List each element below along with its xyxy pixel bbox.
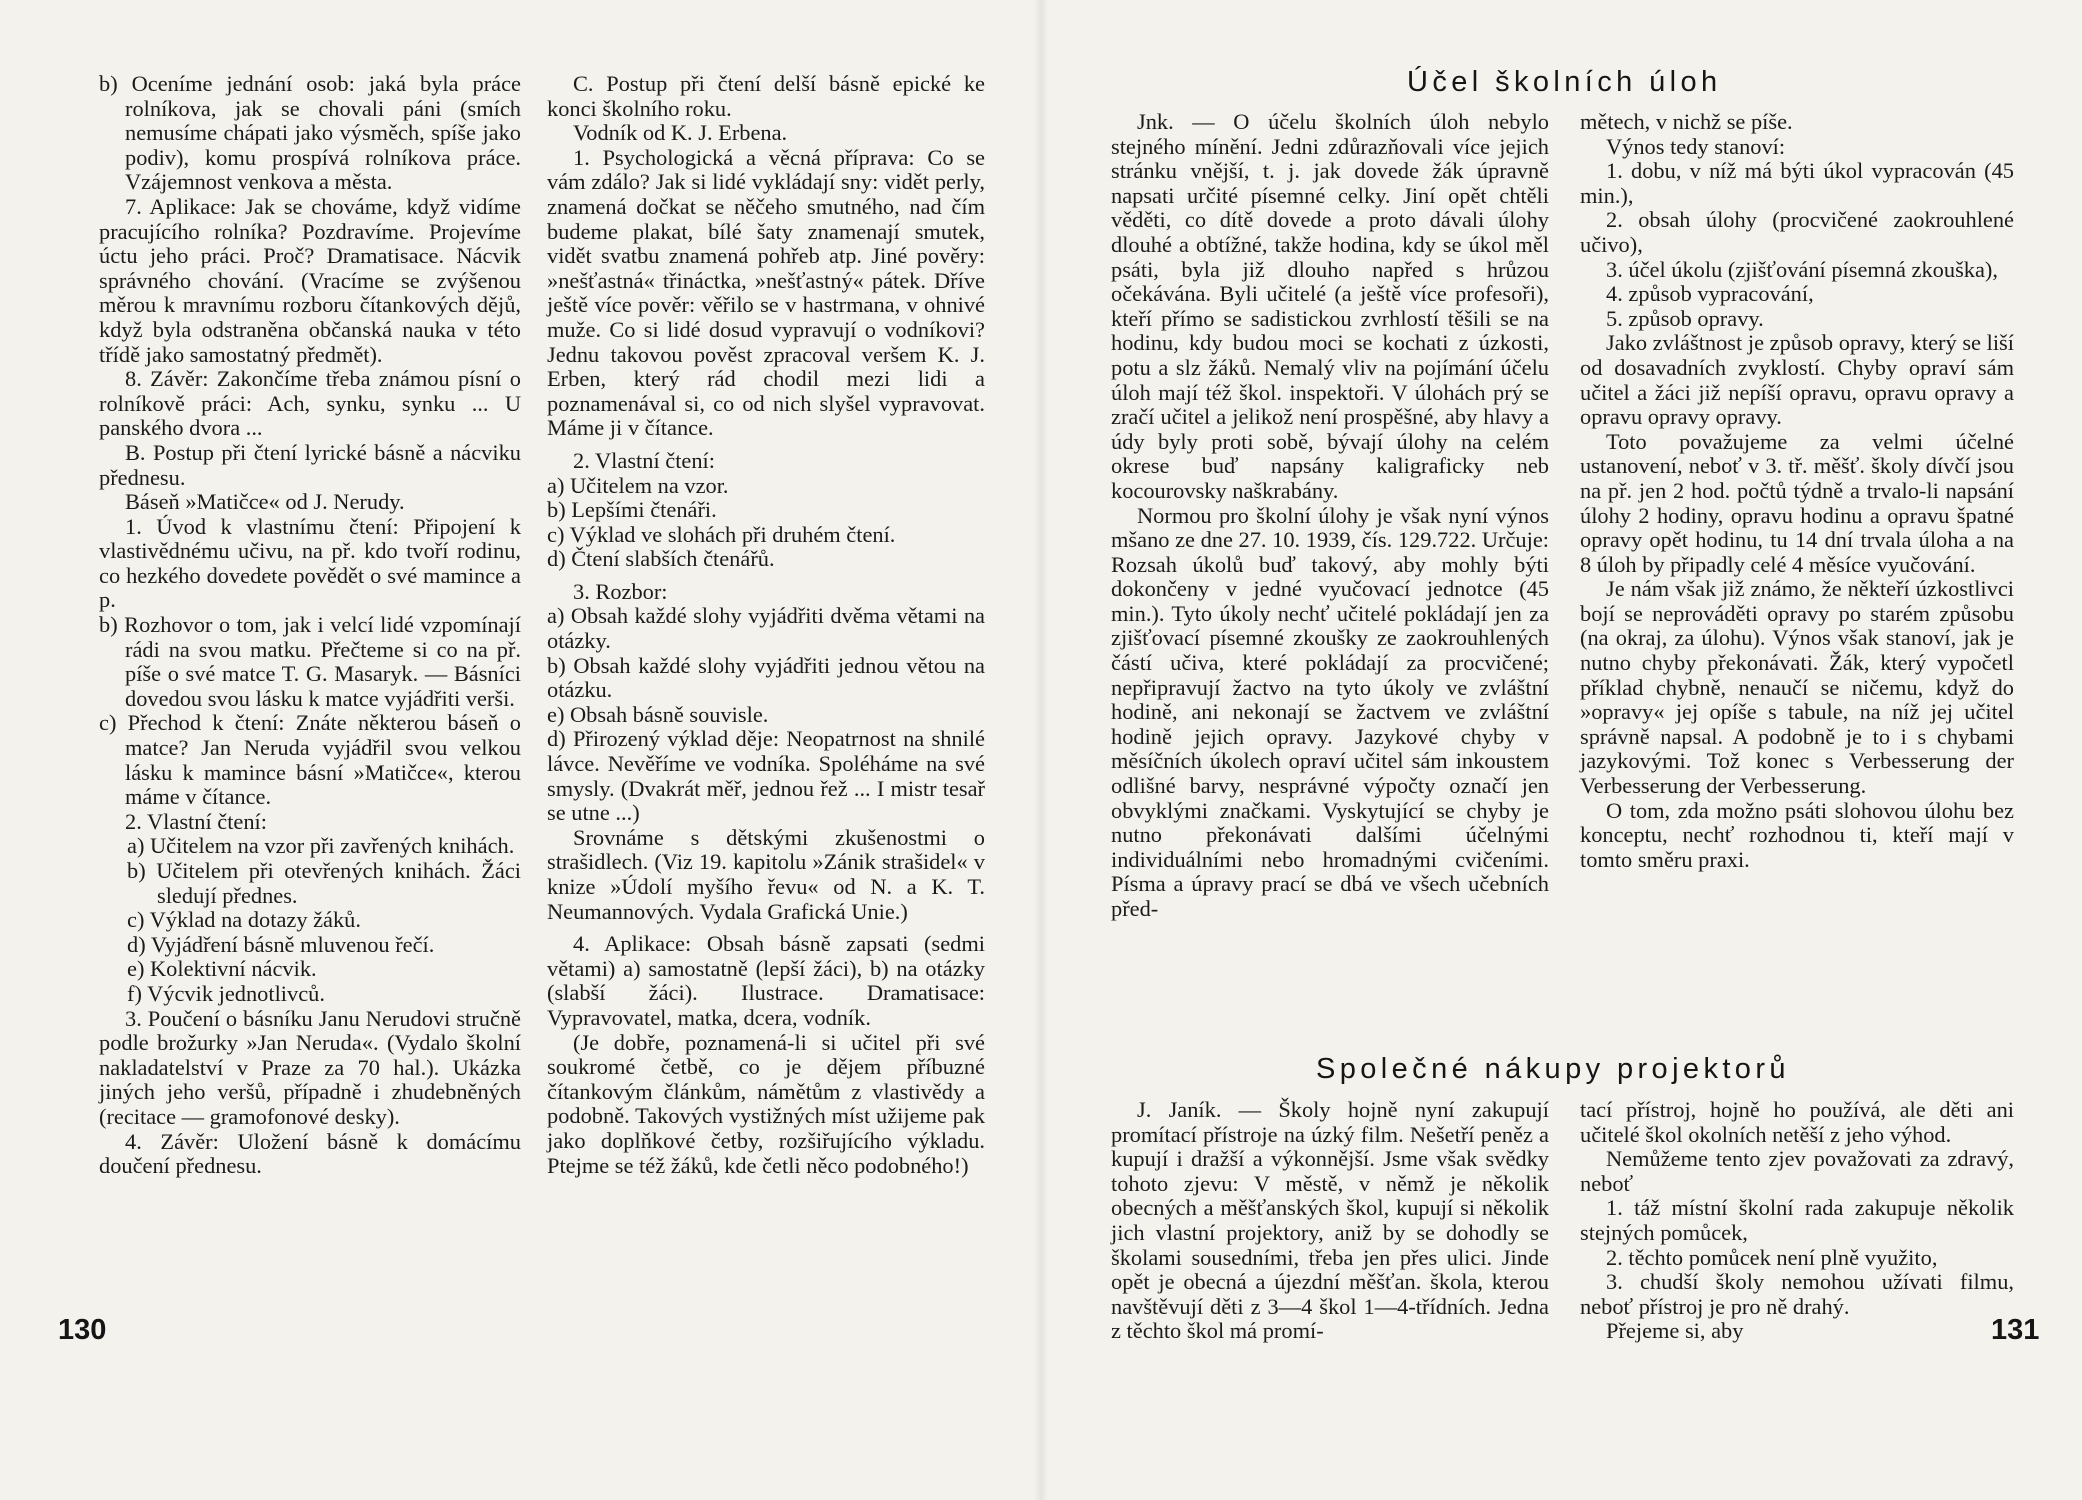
- paragraph: Srovnáme s dětskými zkušenostmi o strašidlech. (Viz 19. kapitolu »Zánik strašidel« v knize »Údolí myšího řevu« od N. a K. T. Neumannových. Vydala Grafická Unie.): [547, 824, 985, 924]
- list-item: 2. těchto pomůcek není plně využito,: [1606, 1244, 1938, 1270]
- page-number: 130: [58, 1314, 107, 1346]
- paragraph: C. Postup při čtení delší básně epické ke konci školního roku.: [547, 71, 985, 121]
- list-item: 1. dobu, v níž má býti úkol vypracován (45 min.),: [1580, 158, 2014, 208]
- paragraph: Výnos tedy stanoví:: [1606, 133, 1786, 159]
- paragraph: Přejeme si, aby: [1606, 1318, 1744, 1344]
- paragraph: 1. Úvod k vlastnímu čtení: Připojení k vlastivědnému učivu, na př. kdo tvoří rodinu, co hezkého dovedete povědět o své mamince a p.: [99, 513, 521, 613]
- page-number: 131: [1991, 1314, 2040, 1346]
- list-item: 5. způsob opravy.: [1606, 305, 1764, 331]
- list-item: d) Vyjádření básně mluvenou řečí.: [127, 931, 435, 957]
- paragraph: 3. Rozbor:: [573, 578, 668, 604]
- list-item: e) Obsah básně souvisle.: [547, 701, 769, 727]
- paragraph: O tom, zda možno psáti slohovou úlohu bez konceptu, nechť rozhodnou ti, kteří mají v tomto směru praxi.: [1580, 797, 2014, 872]
- paragraph: B. Postup při čtení lyrické básně a nácviku přednesu.: [99, 439, 521, 490]
- paragraph: 4. Aplikace: Obsah básně zapsati (sedmi větami) a) samostatně (lepší žáci), b) na otázky (slabší žáci). Ilustrace. Dramatisace: Vypravovatel, matka, dcera, vodník.: [547, 931, 985, 1030]
- paragraph: 2. Vlastní čtení:: [573, 447, 715, 473]
- list-item: 2. obsah úlohy (procvičené zaokrouhlené učivo),: [1580, 207, 2014, 257]
- list-item: 4. způsob vypracování,: [1606, 281, 1814, 307]
- paragraph: J. Janík. — Školy hojně nyní zakupují promítací přístroje na úzký film. Nešetří peněz a kupují i dražší a výkonnější. Jsme však svědky tohoto zjevu: V městě, v němž je několik obecných a měšťanských škol, kupují si několik jich vlastní projektory, aniž by se dohodly se školami sousedními, třeba jen přes ulici. Jinde opět je obecná a újezdní měšťan. škola, kterou navštěvují děti z 3—4 škol 1—4-třídních. Jedna z těchto škol má promí-: [1111, 1097, 1549, 1344]
- list-item: b) Lepšími čtenáři.: [547, 497, 717, 523]
- list-item: a) Učitelem na vzor při zavřených knihách.: [127, 833, 515, 859]
- paragraph: b) Oceníme jednání osob: jaká byla práce rolníkova, jak se chovali páni (smích nemusíme chápati jako výsměch, spíše jako podiv), komu prospívá rolníkova práce. Vzájemnost venkova a města.: [99, 71, 521, 195]
- paragraph: 2. Vlastní čtení:: [125, 808, 267, 834]
- paragraph: Jnk. — O účelu školních úloh nebylo stejného mínění. Jedni zdůrazňovali více jejich stránku vnější, t. j. jak dovede žák úpravně napsati určité písemné celky. Jiní opět chtěli věděti, co dítě dovede a proto dávali úlohy dlouhé a obtížné, takže hodina, kdy se úkol měl psáti, byla již dlouho napřed s hrůzou očekávána. Byli učitelé (a ještě více profesoři), kteří přímo se sadistickou zvrhlostí těšili se na hodinu, kdy budou moci se kochati z úzkosti, potu a slz žáků. Nemalý vliv na pojímání účelu úloh mají též škol. inspektoři. V úlohách prý se zračí učitel a jelikož není prospěšné, aby hlavy a údy byly proti sobě, bývají úlohy na celém okrese buď napsány kaligraficky neb kocourovsky naškrabány.: [1111, 109, 1549, 503]
- right-column-2: [1580, 110, 2014, 872]
- paragraph: 7. Aplikace: Jak se chováme, když vidíme pracujícího rolníka? Pozdravíme. Projevíme úctu jeho práci. Proč? Dramatisace. Nácvik správného chování. (Vracíme se zvýšenou měrou k mravnímu rozboru čítankových dějů, když byla odstraněna občanská nauka v této třídě jako samostatný předmět).: [99, 193, 521, 367]
- paragraph: 8. Závěr: Zakončíme třeba známou písní o rolníkově práci: Ach, synku, synku ... U panského dvora ...: [99, 366, 521, 441]
- paragraph: 1. Psychologická a věcná příprava: Co se vám zdálo? Jak si lidé vykládají sny: vidět perly, znamená dočkat se něčeho smutného, nad čím budeme plakat, bílé šaty znamenají smutek, vidět svatbu znamená pohřeb atp. Jiné pověry: »nešťastná« třináctka, »nešťastný« pátek. Dříve ještě více pověr: věřilo se v hastrmana, v ohnivé muže. Co si lidé dosud vypravují o vodníkovi? Jednu takovou pověst zpracoval veršem K. J. Erben, který rád chodil mezi lidi a poznamenával si, co od nich slyšel vypravovat. Máme ji v čítance.: [547, 144, 985, 441]
- paragraph: Vodník od K. J. Erbena.: [573, 120, 788, 146]
- paragraph: Je nám však již známo, že někteří úzkostlivci bojí se neprováděti opravy po starém způsobu (na okraj, za úlohu). Výnos však stanoví, jak je nutno chyby překonávati. Žák, který vypočetl příklad chybně, nenaučí se ničemu, když do »opravy« jej opíše s tabule, na níž jej učitel správně napsal. A podobně je to i s chybami jazykovými. Tož konec s Verbesserung der Verbesserung der Verbesserung.: [1580, 576, 2014, 799]
- list-item: a) Učitelem na vzor.: [547, 472, 729, 498]
- paragraph: Nemůžeme tento zjev považovati za zdravý, neboť: [1580, 1146, 2014, 1196]
- paragraph: 4. Závěr: Uložení básně k domácímu doučení přednesu.: [99, 1128, 521, 1179]
- article-title: Společné nákupy projektorů: [1316, 1053, 1790, 1085]
- paragraph: Toto považujeme za velmi účelné ustanovení, neboť v 3. tř. měšť. školy dívčí jsou na př. jen 2 hod. počtů týdně a trvalo-li napsání úlohy 2 hodiny, opravu hodinu a opravu špatné opravy opět hodinu, tu 14 dní trvala úloha a na 8 úloh by připadly celé 4 měsíce vyučování.: [1580, 428, 2014, 577]
- list-item: d) Přirozený výklad děje: Neopatrnost na shnilé lávce. Nevěříme ve vodníka. Spoléháme na své smysly. (Dvakrát měř, jednou řež ... I mistr tesař se utne ...): [547, 726, 985, 826]
- list-item: e) Kolektivní nácvik.: [127, 956, 317, 982]
- paragraph: tací přístroj, hojně ho používá, ale děti ani učitelé škol okolních netěší z jeho výhod.: [1580, 1097, 2014, 1147]
- right-column-2-article-2: [1580, 1098, 2014, 1344]
- list-item: d) Čtení slabších čtenářů.: [547, 546, 775, 572]
- paragraph: b) Rozhovor o tom, jak i velcí lidé vzpomínají rádi na svou matku. Přečteme si co na př. píše o své matce T. G. Masaryk. — Básníci dovedou svou lásku k matce vyjádřiti verši.: [99, 612, 521, 711]
- list-item: a) Obsah každé slohy vyjádřiti dvěma větami na otázky.: [547, 603, 985, 654]
- list-item: b) Obsah každé slohy vyjádřiti jednou větou na otázku.: [547, 652, 985, 703]
- list-item: c) Výklad na dotazy žáků.: [127, 907, 361, 933]
- paragraph: c) Přechod k čtení: Znáte některou báseň o matce? Jan Neruda vyjádřil svou velkou lásku k mamince básní »Matičce«, kterou máme v čítance.: [99, 710, 521, 810]
- article-title: Účel školních úloh: [1407, 66, 1722, 98]
- list-item: c) Výklad ve slohách při druhém čtení.: [547, 521, 896, 547]
- paragraph: 3. Poučení o básníku Janu Nerudovi stručně podle brožurky »Jan Neruda«. (Vydalo školní nakladatelství v Praze za 70 hal.). Ukázka jiných jeho veršů, případně i zhudebněných (recitace — gramofonové desky).: [99, 1005, 521, 1129]
- paragraph: Báseň »Matičce« od J. Nerudy.: [125, 489, 405, 515]
- list-item: 3. chudší školy nemohou užívati filmu, neboť přístroj je pro ně drahý.: [1580, 1269, 2014, 1319]
- paragraph: Normou pro školní úlohy je však nyní výnos mšano ze dne 27. 10. 1939, čís. 129.722. Určuje: Rozsah úkolů buď takový, aby mohly býti dokončeny v jedné vyučovací jednotce (45 min.). Tyto úkoly nechť učitelé pokládají jen za zjišťovací písemné zkoušky ze zaokrouhlených částí učiva, které pokládají za procvičené; nepřipravují žactvo na tyto úkoly ve zvláštní hodině, ani nekonají se žactvem ve zvláštní hodině jejich opravy. Jazykové chyby v měsíčních úkolech opraví učitel sám inkoustem odlišné barvy, nesprávné výpočty označí jen obvyklými značkami. Vyskytující se chyby je nutno překonávati dalšími účelnými individuálními nebo hromadnými cvičeními. Písma a úpravy prací se dbá ve všech učebních před-: [1111, 502, 1549, 921]
- paragraph: mětech, v nichž se píše.: [1580, 109, 1793, 134]
- list-item: 3. účel úkolu (zjišťování písemná zkouška),: [1606, 256, 1998, 282]
- left-column-1: [99, 72, 521, 1179]
- right-page: [1041, 0, 2082, 1500]
- left-column-2: [547, 72, 985, 1178]
- list-item: b) Učitelem při otevřených knihách. Žáci sledují přednes.: [127, 858, 521, 908]
- list-item: f) Výcvik jednotlivců.: [127, 980, 325, 1006]
- right-column-1: [1111, 110, 1549, 922]
- right-column-1-article-2: [1111, 1098, 1549, 1344]
- paragraph: (Je dobře, poznamená-li si učitel při své soukromé četbě, co je dějem příbuzné čítankovým článkům, námětům z vlastivědy a podobně. Takových vystižných míst užijeme pak jako doplňkové četby, rozšiřujícího výkladu. Ptejme se též žáků, kde četli něco podobného!): [547, 1029, 985, 1178]
- list-item: 1. táž místní školní rada zakupuje několik stejných pomůcek,: [1580, 1195, 2014, 1245]
- paragraph: Jako zvláštnost je způsob opravy, který se liší od dosavadních zvyklostí. Chyby opraví sám učitel a žáci již nepíší opravu, opravu opravy a opravu opravy opravy.: [1580, 330, 2014, 430]
